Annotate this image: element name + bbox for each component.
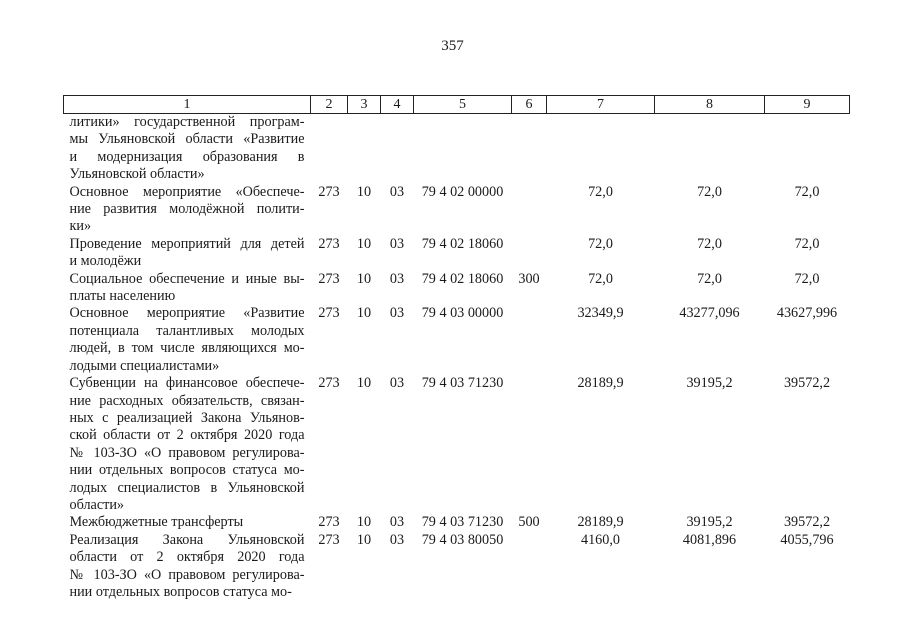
row-name-line: Основное мероприятие «Развитие	[69, 305, 305, 322]
cell-expense-type: 500	[518, 514, 540, 531]
row-name-line: ние расходных обязательств, связан-	[69, 392, 305, 409]
cell-amount-year2: 4081,896	[682, 531, 737, 548]
cell-code-admin: 273	[318, 514, 340, 531]
row-name-line: области»	[69, 496, 125, 513]
row-name-cell	[64, 532, 311, 602]
page-number: 357	[441, 38, 464, 54]
row-name-line: Субвенции на финансовое обеспече-	[69, 375, 305, 392]
cell-subsection: 03	[389, 531, 405, 548]
cell-section: 10	[356, 183, 372, 200]
cell-expense-type	[512, 236, 547, 271]
cell-subsection: 03	[389, 305, 405, 322]
cell-subsection	[381, 114, 414, 184]
cell-target-article: 79 4 03 71230	[421, 375, 504, 392]
row-name-line: области от 2 октября 2020 года	[69, 549, 305, 566]
cell-amount-year1: 72,0	[588, 235, 613, 252]
cell-expense-type	[512, 114, 547, 184]
row-name-line: № 103-ЗО «О правовом регулирова-	[69, 444, 305, 461]
column-header-4: 4	[381, 96, 414, 114]
cell-subsection: 03	[389, 270, 405, 287]
row-name-line: и молодёжи	[69, 253, 142, 270]
row-name-line: Реализация Закона Ульяновской	[69, 531, 305, 548]
cell-amount-year1: 4160,0	[580, 531, 620, 548]
cell-amount-year3: 39572,2	[783, 375, 831, 392]
row-name-line: литики» государственной програм-	[69, 114, 305, 130]
cell-code-admin: 273	[318, 270, 340, 287]
cell-amount-year1: 28189,9	[577, 514, 624, 531]
cell-amount-year3: 72,0	[794, 183, 820, 200]
row-name-line: нии отдельных вопросов статуса мо-	[69, 462, 305, 479]
row-name-line: Проведение мероприятий для детей	[69, 235, 305, 252]
cell-target-article: 79 4 03 80050	[421, 531, 504, 548]
cell-amount-year2: 72,0	[697, 270, 722, 287]
row-name-line: потенциала талантливых молодых	[69, 322, 305, 339]
table-row	[64, 514, 850, 531]
row-name-cell	[64, 375, 311, 514]
row-name-line: № 103-ЗО «О правовом регулирова-	[69, 566, 305, 583]
row-name-line: Социальное обеспечение и иные вы-	[69, 270, 305, 287]
row-name-cell	[64, 184, 311, 236]
cell-subsection: 03	[389, 514, 405, 531]
cell-amount-year2	[655, 114, 765, 184]
cell-code-admin: 273	[318, 375, 340, 392]
row-name-cell	[64, 114, 311, 184]
cell-code-admin: 273	[318, 531, 340, 548]
row-name-cell	[64, 514, 311, 531]
row-name-cell	[64, 271, 311, 306]
row-name-line: ки»	[69, 218, 92, 235]
cell-target-article	[414, 114, 512, 184]
cell-amount-year1	[547, 114, 655, 184]
row-name-line: лодых специалистов в Ульяновской	[69, 479, 305, 496]
cell-expense-type	[512, 532, 547, 602]
row-name-cell	[64, 305, 311, 375]
cell-expense-type: 300	[518, 270, 540, 287]
column-header-2: 2	[311, 96, 348, 114]
cell-section: 10	[356, 270, 372, 287]
cell-code-admin	[311, 114, 348, 184]
cell-amount-year2: 39195,2	[686, 514, 733, 531]
row-name-line: ние развития молодёжной полити-	[69, 201, 305, 218]
cell-amount-year1: 72,0	[588, 270, 613, 287]
column-header-1: 1	[64, 96, 311, 114]
table-row	[64, 271, 850, 306]
row-name-line: и модернизация образования в	[69, 148, 305, 165]
row-name-line: платы населению	[69, 288, 176, 305]
column-header-3: 3	[348, 96, 381, 114]
cell-section: 10	[356, 375, 372, 392]
cell-expense-type	[512, 375, 547, 514]
cell-target-article: 79 4 02 18060	[421, 270, 504, 287]
cell-subsection: 03	[389, 235, 405, 252]
cell-amount-year3	[765, 114, 850, 184]
cell-amount-year2: 72,0	[697, 183, 722, 200]
cell-amount-year2: 43277,096	[679, 305, 740, 322]
budget-table	[63, 95, 850, 601]
table-row	[64, 532, 850, 602]
cell-amount-year3: 4055,796	[780, 531, 834, 548]
column-header-9: 9	[765, 96, 850, 114]
row-name-line: лодыми специалистами»	[69, 357, 220, 374]
row-name-line: Межбюджетные трансферты	[69, 514, 244, 531]
cell-amount-year3: 72,0	[794, 270, 820, 287]
cell-amount-year1: 72,0	[588, 183, 613, 200]
row-name-line: ской области от 2 октября 2020 года	[69, 427, 305, 444]
cell-section: 10	[356, 514, 372, 531]
cell-target-article: 79 4 02 00000	[421, 183, 504, 200]
cell-section	[348, 114, 381, 184]
cell-target-article: 79 4 03 71230	[421, 514, 504, 531]
cell-amount-year1: 32349,9	[577, 305, 624, 322]
cell-amount-year2: 72,0	[697, 235, 722, 252]
cell-subsection: 03	[389, 375, 405, 392]
cell-code-admin: 273	[318, 183, 340, 200]
cell-expense-type	[512, 305, 547, 375]
cell-amount-year3: 72,0	[794, 235, 820, 252]
table-header-row	[64, 96, 850, 114]
cell-amount-year3: 39572,2	[783, 514, 831, 531]
table-body	[64, 114, 850, 602]
cell-amount-year2: 39195,2	[686, 375, 733, 392]
column-header-7: 7	[547, 96, 655, 114]
cell-section: 10	[356, 305, 372, 322]
table-row	[64, 184, 850, 236]
row-name-line: Ульяновской области»	[69, 166, 205, 183]
table-row	[64, 114, 850, 184]
row-name-line: нии отдельных вопросов статуса мо-	[69, 583, 292, 600]
row-name-cell	[64, 236, 311, 271]
table-row	[64, 375, 850, 514]
row-name-line: мы Ульяновской области «Развитие	[69, 131, 305, 148]
table-row	[64, 305, 850, 375]
cell-code-admin: 273	[318, 235, 340, 252]
cell-amount-year3: 43627,996	[776, 305, 838, 322]
row-name-line: людей, в том числе являющихся мо-	[69, 340, 305, 357]
column-header-8: 8	[655, 96, 765, 114]
cell-code-admin: 273	[318, 305, 340, 322]
cell-subsection: 03	[389, 183, 405, 200]
column-header-5: 5	[414, 96, 512, 114]
table-row	[64, 236, 850, 271]
cell-section: 10	[356, 531, 372, 548]
column-header-6: 6	[512, 96, 547, 114]
cell-amount-year1: 28189,9	[577, 375, 624, 392]
cell-target-article: 79 4 03 00000	[421, 305, 504, 322]
cell-expense-type	[512, 184, 547, 236]
row-name-line: ных с реализацией Закона Ульянов-	[69, 409, 305, 426]
cell-target-article: 79 4 02 18060	[421, 235, 504, 252]
cell-section: 10	[356, 235, 372, 252]
row-name-line: Основное мероприятие «Обеспече-	[69, 183, 305, 200]
